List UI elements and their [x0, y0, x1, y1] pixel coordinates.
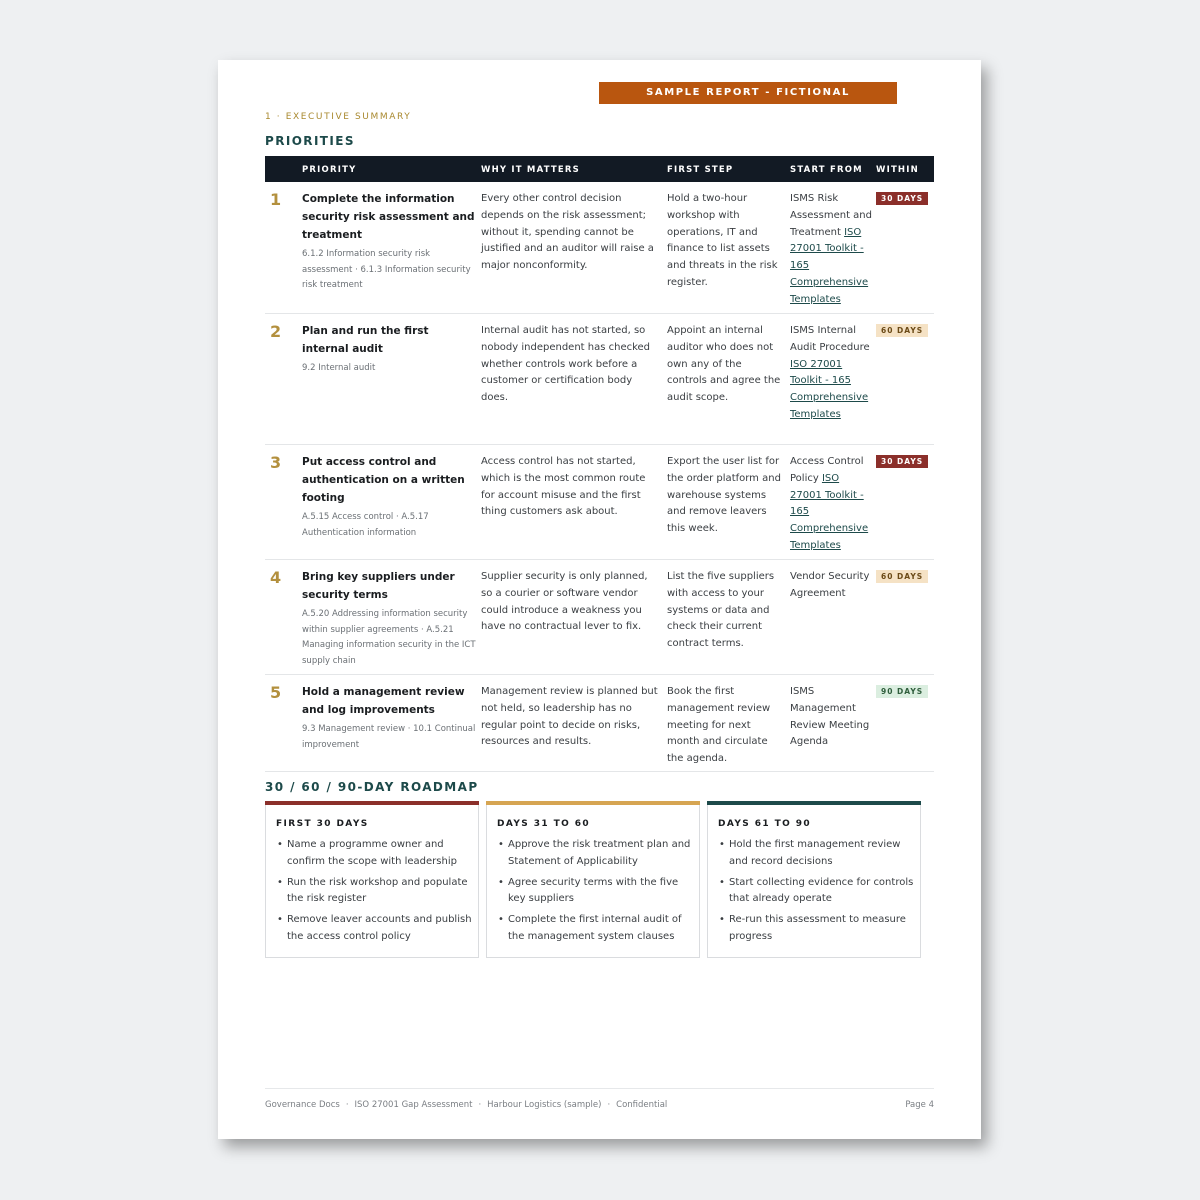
priority-number: 4 — [270, 568, 282, 587]
roadmap-card-60 — [486, 801, 700, 958]
start-from: Access Control Policy ISO 27001 Toolkit - 165 Comprehensive Templates — [790, 456, 869, 551]
clause-reference: 9.3 Management review · 10.1 Continual improvement — [302, 724, 476, 750]
section-label: 1 · EXECUTIVE SUMMARY — [265, 112, 412, 122]
start-from: ISMS Internal Audit Procedure ISO 27001 Toolkit - 165 Comprehensive Templates — [790, 325, 870, 420]
roadmap-heading: 30 / 60 / 90-DAY ROADMAP — [265, 780, 479, 794]
table-row — [265, 675, 934, 772]
priority-title: Plan and run the first internal audit 9.2 Internal audit — [302, 322, 477, 377]
list-item: • Name a programme owner and confirm the scope with leadership — [276, 837, 472, 871]
header-priority: PRIORITY — [302, 165, 357, 175]
card-list — [497, 837, 693, 950]
list-item: • Start collecting evidence for controls that already operate — [718, 875, 914, 909]
table-row — [265, 314, 934, 445]
table-header — [265, 156, 934, 182]
clause-reference: A.5.20 Addressing information security within supplier agreements · A.5.21 Managing information security in the ICT supply chain — [302, 609, 476, 666]
start-from: Vendor Security Agreement — [790, 571, 870, 599]
table-row — [265, 182, 934, 314]
header-within: WITHIN — [876, 165, 919, 175]
why-it-matters: Access control has not started, which is the most common route for account misuse and the first thing customers ask about. — [481, 456, 646, 518]
toolkit-link[interactable]: ISO 27001 Toolkit - 165 Comprehensive Templates — [790, 358, 869, 420]
priority-title: Bring key suppliers under security terms A.5.20 Addressing information security within supplier agreements · A.5.21 Managing information security in the ICT supply chain — [302, 568, 477, 669]
card-accent-bar — [486, 801, 700, 805]
table-row — [265, 445, 934, 560]
card-title: DAYS 61 TO 90 — [718, 819, 812, 829]
priority-title: Put access control and authentication on a written footing A.5.15 Access control · A.5.17 Authentication information — [302, 453, 477, 541]
footer-document: ISO 27001 Gap Assessment — [354, 1100, 473, 1110]
table-row — [265, 560, 934, 675]
clause-reference: 9.2 Internal audit — [302, 363, 376, 373]
roadmap-card-90 — [707, 801, 921, 958]
list-item: • Approve the risk treatment plan and Statement of Applicability — [497, 837, 693, 871]
card-title: DAYS 31 TO 60 — [497, 819, 591, 829]
within-badge: 60 DAYS — [876, 324, 928, 337]
first-step: Appoint an internal auditor who does not own any of the controls and agree the audit scope. — [667, 325, 781, 404]
footer: Governance Docs · ISO 27001 Gap Assessment · Harbour Logistics (sample) · Confidential — [265, 1100, 668, 1110]
why-it-matters: Every other control decision depends on the risk assessment; without it, spending cannot be justified and an auditor will raise a major nonconformity. — [481, 193, 654, 272]
footer-classification: Confidential — [616, 1100, 668, 1110]
toolkit-link[interactable]: ISO 27001 Toolkit - 165 Comprehensive Templates — [790, 226, 869, 305]
first-step: Hold a two-hour workshop with operations, IT and finance to list assets and threats in the risk register. — [667, 193, 778, 288]
within-badge: 30 DAYS — [876, 455, 928, 468]
roadmap-cards — [265, 801, 921, 959]
list-item: • Agree security terms with the five key suppliers — [497, 875, 693, 909]
first-step: Book the first management review meeting for next month and circulate the agenda. — [667, 686, 771, 765]
report-page — [218, 60, 981, 1139]
footer-brand: Governance Docs — [265, 1100, 340, 1110]
page-number: Page 4 — [905, 1100, 934, 1110]
first-step: Export the user list for the order platform and warehouse systems and remove leavers this week. — [667, 456, 781, 535]
start-from: ISMS Risk Assessment and Treatment ISO 27001 Toolkit - 165 Comprehensive Templates — [790, 193, 872, 305]
priority-number: 2 — [270, 322, 282, 341]
list-item: • Complete the first internal audit of the management system clauses — [497, 912, 693, 946]
list-item: • Re-run this assessment to measure progress — [718, 912, 914, 946]
within-badge: 30 DAYS — [876, 192, 928, 205]
header-why: WHY IT MATTERS — [481, 165, 580, 175]
priorities-heading: PRIORITIES — [265, 134, 355, 148]
first-step: List the five suppliers with access to your systems or data and check their current contract terms. — [667, 571, 775, 650]
priority-number: 5 — [270, 683, 282, 702]
sample-report-banner: SAMPLE REPORT - FICTIONAL ORGANISATION — [599, 82, 897, 104]
roadmap-card-30 — [265, 801, 479, 958]
card-title: FIRST 30 DAYS — [276, 819, 369, 829]
clause-reference: A.5.15 Access control · A.5.17 Authentication information — [302, 512, 429, 538]
card-accent-bar — [707, 801, 921, 805]
within-badge: 60 DAYS — [876, 570, 928, 583]
list-item: • Run the risk workshop and populate the risk register — [276, 875, 472, 909]
card-list — [718, 837, 914, 950]
why-it-matters: Internal audit has not started, so nobody independent has checked whether controls work before a customer or certification body does. — [481, 325, 651, 404]
priority-number: 1 — [270, 190, 282, 209]
priority-number: 3 — [270, 453, 282, 472]
priorities-table — [265, 156, 934, 772]
card-list — [276, 837, 472, 950]
why-it-matters: Supplier security is only planned, so a courier or software vendor could introduce a weakness you have no contractual lever to fix. — [481, 571, 648, 633]
list-item: • Remove leaver accounts and publish the access control policy — [276, 912, 472, 946]
footer-divider — [265, 1088, 934, 1089]
card-accent-bar — [265, 801, 479, 805]
within-badge: 90 DAYS — [876, 685, 928, 698]
footer-organisation: Harbour Logistics (sample) — [487, 1100, 602, 1110]
why-it-matters: Management review is planned but not held, so leadership has no regular point to decide on risks, resources and results. — [481, 686, 658, 748]
clause-reference: 6.1.2 Information security risk assessment · 6.1.3 Information security risk treatment — [302, 249, 471, 290]
priority-title: Complete the information security risk assessment and treatment 6.1.2 Information security risk assessment · 6.1.3 Information security risk treatment — [302, 190, 477, 294]
list-item: • Hold the first management review and record decisions — [718, 837, 914, 871]
priority-title: Hold a management review and log improvements 9.3 Management review · 10.1 Continual improvement — [302, 683, 477, 753]
start-from: ISMS Management Review Meeting Agenda — [790, 686, 870, 748]
header-first-step: FIRST STEP — [667, 165, 734, 175]
header-start-from: START FROM — [790, 165, 863, 175]
toolkit-link[interactable]: ISO 27001 Toolkit - 165 Comprehensive Templates — [790, 472, 869, 551]
